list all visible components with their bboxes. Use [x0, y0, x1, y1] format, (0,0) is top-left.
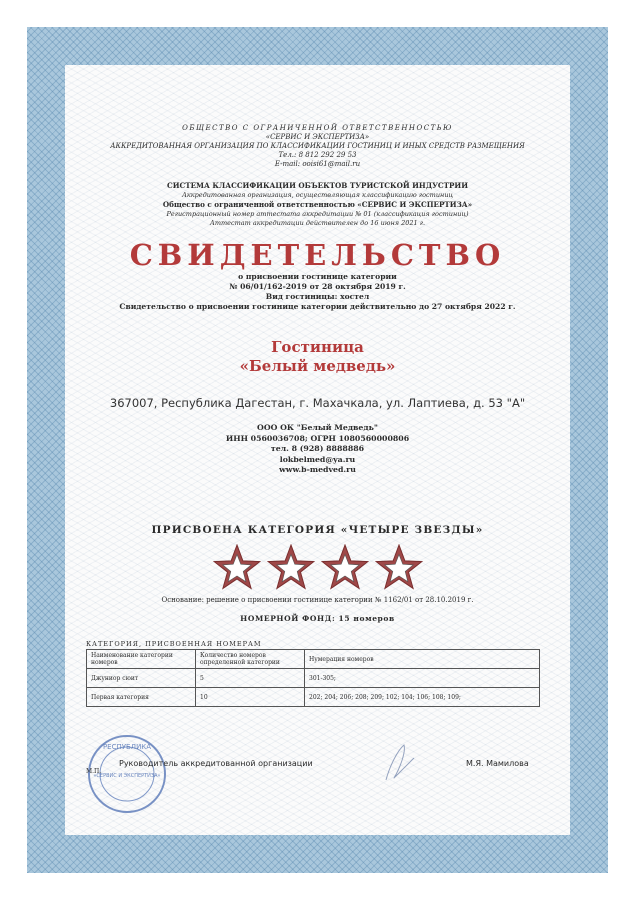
table-cell: 5	[196, 669, 305, 688]
system-title: СИСТЕМА КЛАССИФИКАЦИИ ОБЪЕКТОВ ТУРИСТСКОЙ ИНДУСТРИИ	[167, 181, 468, 190]
hotel-address: 367007, Республика Дагестан, г. Махачкала, ул. Лаптиева, д. 53 "А"	[109, 396, 526, 410]
signature-scribble	[380, 740, 420, 785]
table-row	[87, 688, 540, 707]
category-assigned: ПРИСВОЕНА КАТЕГОРИЯ «ЧЕТЫРЕ ЗВЕЗДЫ»	[151, 524, 484, 536]
hotel-name: «Белый медведь»	[239, 357, 396, 375]
table-header-cell: Количество номеров определенной категории	[196, 650, 305, 669]
table-header-cell: Нумерация номеров	[305, 650, 540, 669]
signature-name: М.Я. Мамилова	[466, 759, 529, 768]
org-header: ОБЩЕСТВО С ОГРАНИЧЕННОЙ ОТВЕТСТВЕННОСТЬЮ	[182, 124, 453, 132]
system-line1: Аккредитованная организация, осуществляющая классификацию гостиниц	[181, 190, 454, 199]
certificate-title: СВИДЕТЕЛЬСТВО	[129, 238, 506, 272]
table-cell: Джуниор сюит	[87, 669, 196, 688]
star-icon	[266, 544, 316, 590]
room-fund: НОМЕРНОЙ ФОНД: 15 номеров	[240, 614, 395, 623]
hotel-block	[0, 338, 635, 376]
certificate-number: № 06/01/162-2019 от 28 октября 2019 г.	[229, 282, 406, 291]
system-block	[0, 181, 635, 229]
stamp-mp: М.П.	[86, 768, 102, 775]
rooms-table	[86, 649, 540, 707]
table-cell: 301-305;	[305, 669, 540, 688]
certificate-details	[0, 272, 635, 312]
table-cell: 202; 204; 206; 208; 209; 102; 104; 106; 108; 109;	[305, 688, 540, 707]
certificate-validity: Свидетельство о присвоении гостинице категории действительно до 27 октября 2022 г.	[119, 302, 516, 311]
org-email: E-mail: ooisi61@mail.ru	[274, 160, 361, 168]
system-line3: Регистрационный номер аттестата аккредитации № 01 (классификация гостиниц)	[166, 209, 469, 218]
star-icon	[320, 544, 370, 590]
system-line4: Аттестат аккредитации действителен до 16 июня 2021 г.	[209, 219, 426, 227]
category-basis: Основание: решение о присвоении гостинице категории № 1162/01 от 28.10.2019 г.	[161, 596, 474, 604]
table-cell: 10	[196, 688, 305, 707]
system-line2: Общество с ограниченной ответственностью «СЕРВИС И ЭКСПЕРТИЗА»	[162, 200, 473, 209]
org-name: «СЕРВИС И ЭКСПЕРТИЗА»	[265, 133, 370, 141]
table-row	[87, 669, 540, 688]
stamp-text-mid: «СЕРВИС И ЭКСПЕРТИЗА»	[93, 773, 161, 779]
owner-company: ООО ОК "Белый Медведь"	[257, 423, 378, 432]
table-header-row	[87, 650, 540, 669]
certificate-type: Вид гостиницы: хостел	[265, 292, 370, 301]
owner-block	[0, 423, 635, 476]
signature-role: Руководитель аккредитованной организации	[119, 759, 313, 768]
owner-email: lokbelmed@ya.ru	[279, 454, 356, 464]
stamp-text-top: РЕСПУБЛИКА	[102, 743, 152, 751]
org-phone: Тел.: 8 812 292 29 53	[278, 151, 357, 159]
hotel-label: Гостиница	[271, 338, 364, 356]
owner-site: www.b-medved.ru	[279, 465, 356, 474]
owner-phone: тел. 8 (928) 8888886	[270, 444, 365, 453]
star-icon	[212, 544, 262, 590]
table-header-cell: Наименование категории номеров	[87, 650, 196, 669]
star-icon	[374, 544, 424, 590]
star-rating	[212, 544, 424, 590]
certificate-line1: о присвоении гостинице категории	[238, 272, 397, 281]
table-caption: КАТЕГОРИЯ, ПРИСВОЕННАЯ НОМЕРАМ	[86, 640, 262, 648]
table-cell: Первая категория	[87, 688, 196, 707]
org-accreditation: АККРЕДИТОВАННАЯ ОРГАНИЗАЦИЯ ПО КЛАССИФИКАЦИИ ГОСТИНИЦ И ИНЫХ СРЕДСТВ РАЗМЕЩЕНИЯ	[110, 142, 525, 150]
owner-ids: ИНН 0560036708; ОГРН 1080560000806	[225, 433, 410, 443]
